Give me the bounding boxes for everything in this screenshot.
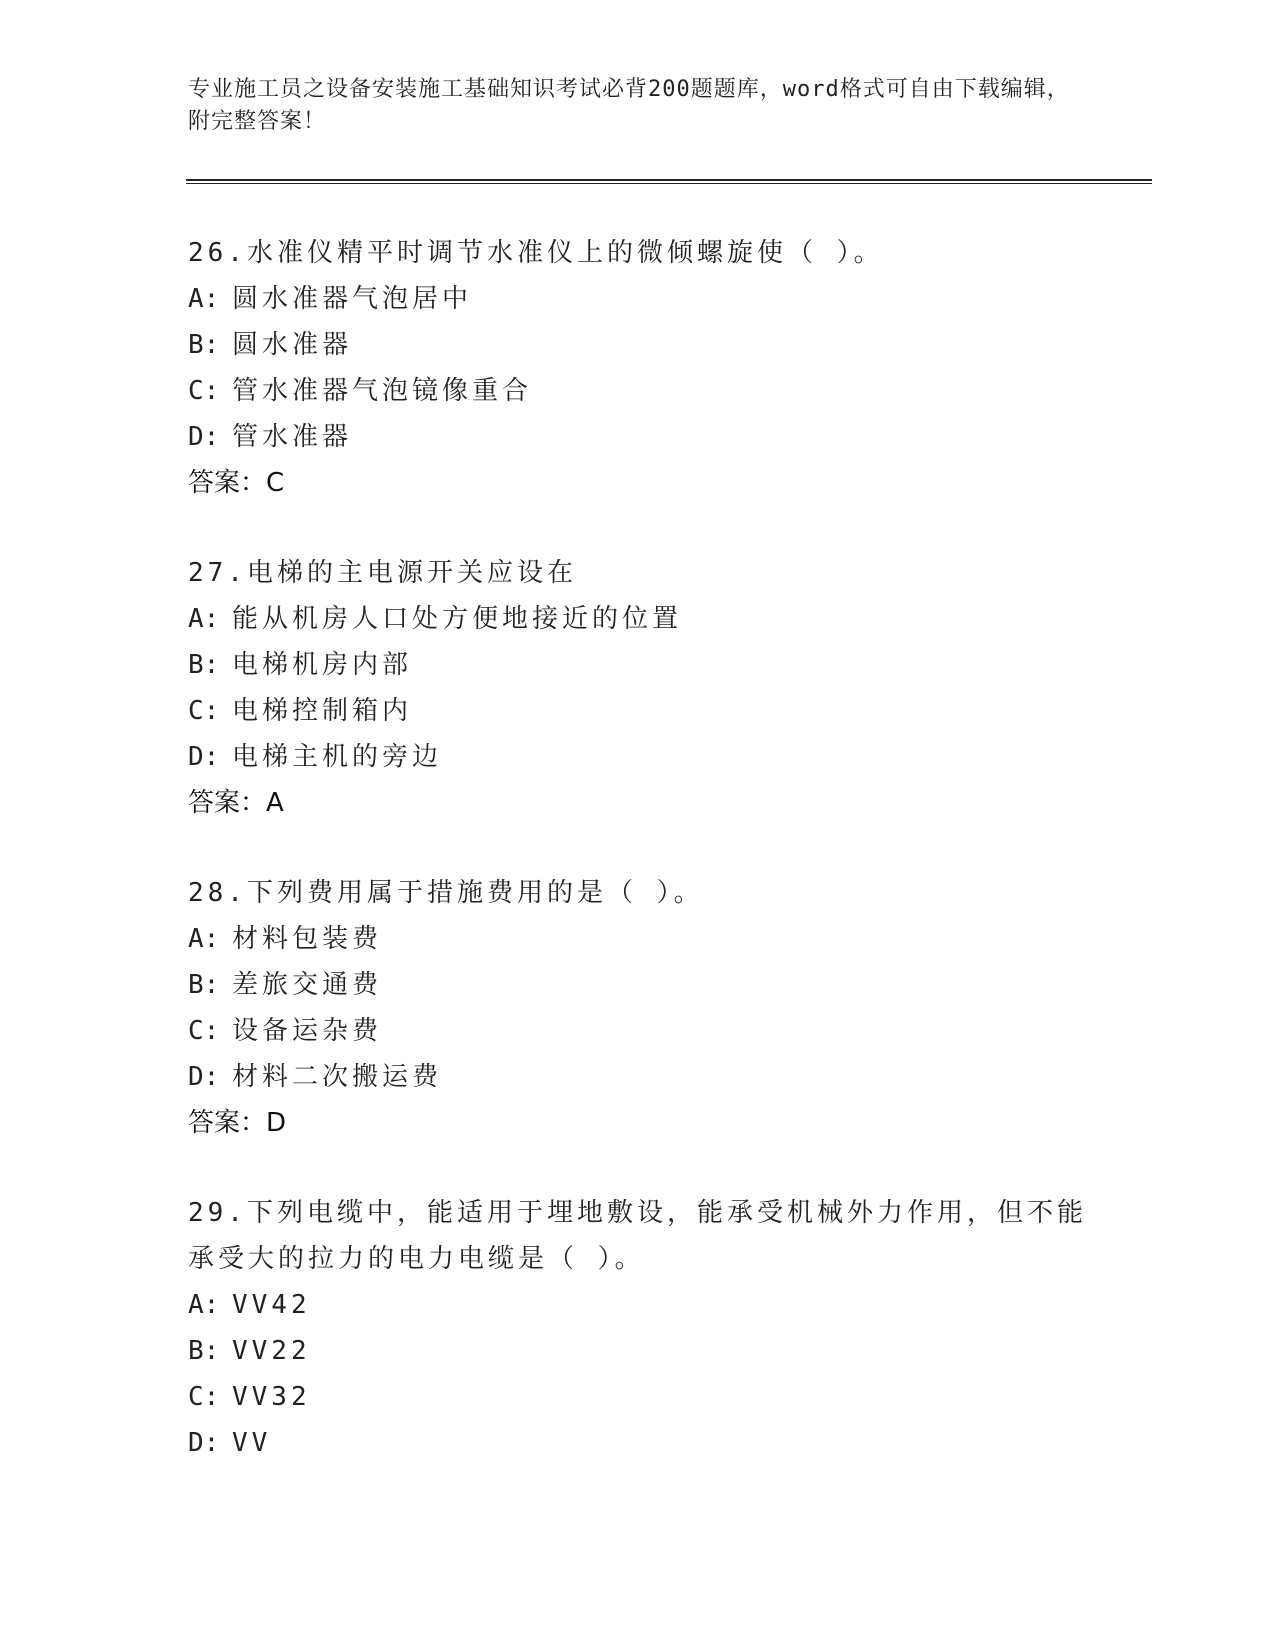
option-key: C:	[188, 376, 220, 406]
option-c	[188, 1374, 1088, 1420]
option-key: A:	[188, 604, 220, 634]
question-29	[188, 1190, 1088, 1466]
question-stem: 28.下列费用属于措施费用的是（ ）。	[188, 878, 704, 908]
option-text: 能从机房人口处方便地接近的位置	[232, 604, 683, 634]
option-text: VV32	[232, 1382, 311, 1412]
option-text: 管水准器气泡镜像重合	[232, 376, 533, 406]
option-key: D:	[188, 1428, 220, 1458]
option-a	[188, 596, 1088, 642]
option-key: A:	[188, 284, 220, 314]
option-b	[188, 1328, 1088, 1374]
option-key: A:	[188, 924, 220, 954]
option-key: B:	[188, 650, 220, 680]
option-text: VV42	[232, 1290, 311, 1320]
question-26	[188, 230, 1088, 506]
question-stem: 26.水准仪精平时调节水准仪上的微倾螺旋使（ ）。	[188, 238, 884, 268]
option-key: D:	[188, 422, 220, 452]
option-text: 电梯控制箱内	[232, 696, 413, 726]
option-d	[188, 414, 1088, 460]
option-text: 设备运杂费	[232, 1016, 383, 1046]
option-text: 管水准器	[232, 422, 353, 452]
question-stem: 27.电梯的主电源开关应设在	[188, 558, 577, 588]
option-key: D:	[188, 742, 220, 772]
option-text: 电梯机房内部	[232, 650, 413, 680]
header-divider-thin	[186, 183, 1152, 184]
option-text: 材料包装费	[232, 924, 383, 954]
option-key: A:	[188, 1290, 220, 1320]
option-text: VV22	[232, 1336, 311, 1366]
option-key: C:	[188, 696, 220, 726]
option-a	[188, 916, 1088, 962]
option-key: C:	[188, 1382, 220, 1412]
option-c	[188, 368, 1088, 414]
answer-line: 答案：C	[188, 468, 285, 498]
option-key: D:	[188, 1062, 220, 1092]
option-a	[188, 276, 1088, 322]
option-text: VV	[232, 1428, 272, 1458]
question-stem: 29.下列电缆中，能适用于埋地敷设，能承受机械外力作用，但不能承受大的拉力的电力电缆是（ ）。	[188, 1198, 1087, 1274]
answer-line: 答案：A	[188, 788, 284, 818]
header-divider	[186, 179, 1152, 181]
answer-line: 答案：D	[188, 1108, 287, 1138]
option-key: B:	[188, 330, 220, 360]
option-c	[188, 688, 1088, 734]
question-list	[188, 230, 1088, 1510]
option-b	[188, 642, 1088, 688]
option-text: 电梯主机的旁边	[232, 742, 443, 772]
option-b	[188, 322, 1088, 368]
option-b	[188, 962, 1088, 1008]
option-d	[188, 1420, 1088, 1466]
question-28	[188, 870, 1088, 1146]
option-text: 圆水准器气泡居中	[232, 284, 473, 314]
option-a	[188, 1282, 1088, 1328]
option-text: 材料二次搬运费	[232, 1062, 443, 1092]
option-key: B:	[188, 970, 220, 1000]
option-d	[188, 1054, 1088, 1100]
document-header: 专业施工员之设备安装施工基础知识考试必背200题题库，word格式可自由下载编辑，附完整答案！	[188, 77, 1070, 134]
option-key: C:	[188, 1016, 220, 1046]
option-text: 差旅交通费	[232, 970, 383, 1000]
option-key: B:	[188, 1336, 220, 1366]
option-d	[188, 734, 1088, 780]
option-text: 圆水准器	[232, 330, 353, 360]
option-c	[188, 1008, 1088, 1054]
question-27	[188, 550, 1088, 826]
